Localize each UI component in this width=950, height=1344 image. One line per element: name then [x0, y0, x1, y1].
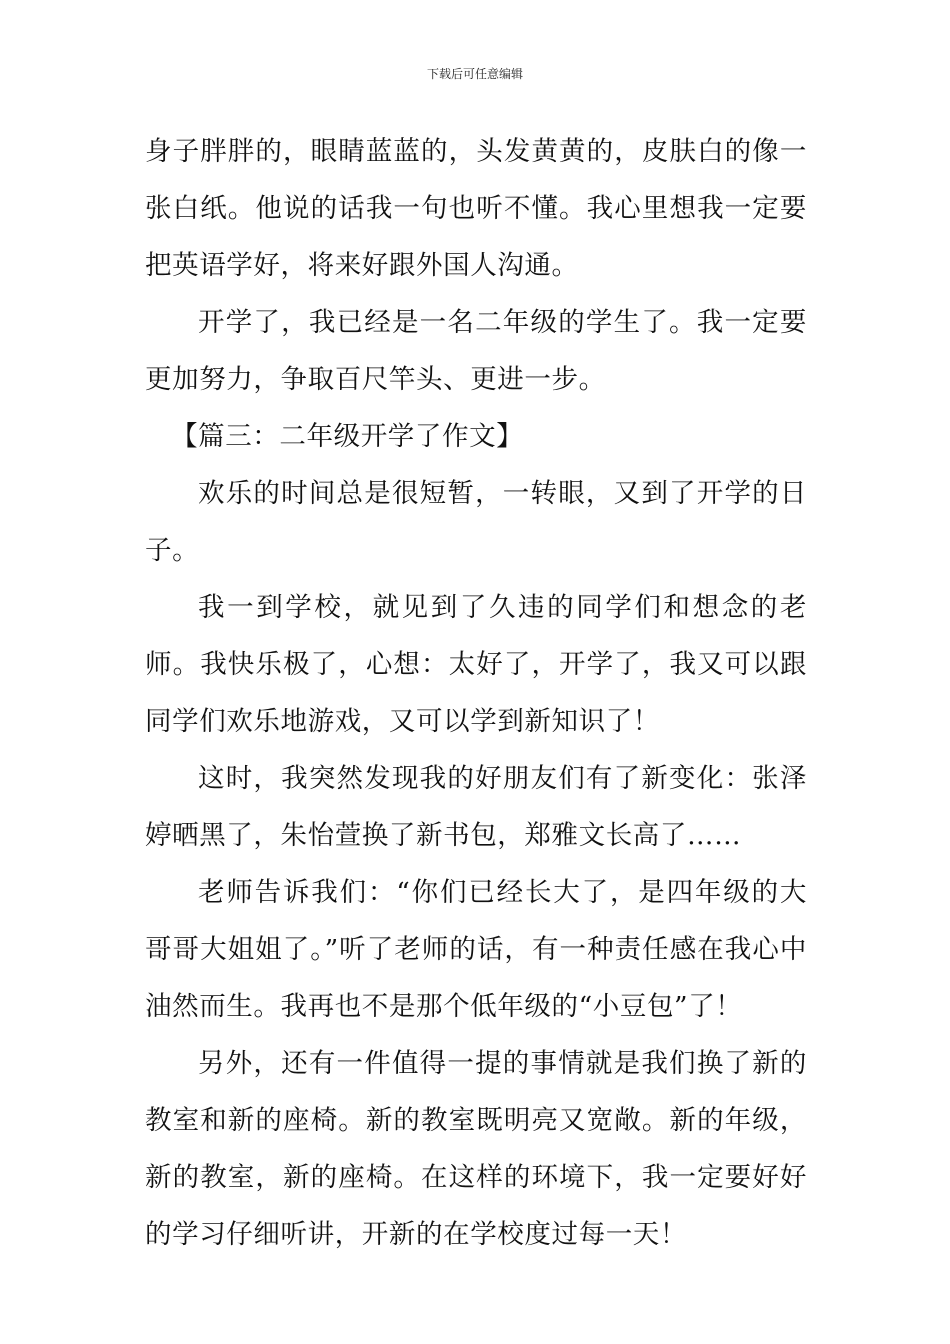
paragraph: 这时，我突然发现我的好朋友们有了新变化：张泽婷晒黑了，朱怡萱换了新书包，郑雅文长高了……	[145, 763, 807, 851]
paragraph: 另外，还有一件值得一提的事情就是我们换了新的教室和新的座椅。新的教室既明亮又宽敞。新的年级，新的教室，新的座椅。在这样的环境下，我一定要好好的学习仔细听讲，开新的在学校度过每一天！	[145, 1048, 807, 1250]
paragraph: 开学了，我已经是一名二年级的学生了。我一定要更加努力，争取百尺竿头、更进一步。	[145, 307, 807, 395]
paragraph-continued: 身子胖胖的，眼睛蓝蓝的，头发黄黄的，皮肤白的像一张白纸。他说的话我一句也听不懂。我心里想我一定要把英语学好，将来好跟外国人沟通。	[145, 136, 807, 281]
page-header: 下载后可任意编辑	[426, 67, 523, 81]
document-body	[145, 123, 807, 1263]
paragraph: 欢乐的时间总是很短暂，一转眼，又到了开学的日子。	[145, 478, 807, 566]
section-heading: 【篇三：二年级开学了作文】	[171, 421, 524, 452]
paragraph: 老师告诉我们：“你们已经长大了，是四年级的大哥哥大姐姐了。”听了老师的话，有一种责任感在我心中油然而生。我再也不是那个低年级的“小豆包”了！	[145, 877, 807, 1022]
paragraph: 我一到学校，就见到了久违的同学们和想念的老师。我快乐极了，心想：太好了，开学了，我又可以跟同学们欢乐地游戏，又可以学到新知识了！	[145, 592, 807, 737]
